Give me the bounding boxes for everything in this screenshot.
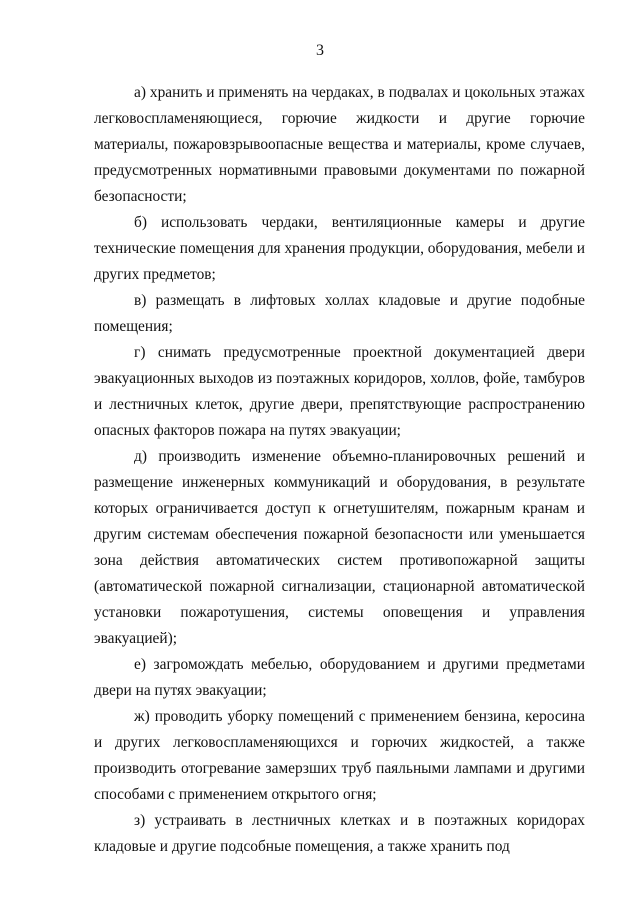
document-body xyxy=(94,80,585,860)
paragraph-v: в) размещать в лифтовых холлах кладовые и другие подобные помещения; xyxy=(94,292,585,335)
paragraph-z: з) устраивать в лестничных клетках и в поэтажных коридорах кладовые и другие подсобные помещения, а также хранить под xyxy=(94,812,585,855)
paragraph-e: е) загромождать мебелью, оборудованием и другими предметами двери на путях эвакуации; xyxy=(94,656,585,699)
paragraph-zh: ж) проводить уборку помещений с применением бензина, керосина и других легковоспламеняющихся и горючих жидкостей, а также производить отогревание замерзших труб паяльными лампами и другими способами с применением открытого огня; xyxy=(94,708,585,803)
paragraph-d: д) производить изменение объемно-планировочных решений и размещение инженерных коммуникаций и оборудования, в результате которых ограничивается доступ к огнетушителям, пожарным кранам и другим системам обеспечения пожарной безопасности или уменьшается зона действия автоматических систем противопожарной защиты (автоматической пожарной сигнализации, стационарной автоматической установки пожаротушения, системы оповещения и управления эвакуацией); xyxy=(94,448,585,647)
paragraph-a: а) хранить и применять на чердаках, в подвалах и цокольных этажах легковоспламеняющиеся, горючие жидкости и другие горючие материалы, пожаровзрывоопасные вещества и материалы, кроме случаев, предусмотренных нормативными правовыми документами по пожарной безопасности; xyxy=(94,84,585,205)
paragraph-b: б) использовать чердаки, вентиляционные камеры и другие технические помещения для хранения продукции, оборудования, мебели и других предметов; xyxy=(94,214,585,283)
paragraph-g: г) снимать предусмотренные проектной документацией двери эвакуационных выходов из поэтажных коридоров, холлов, фойе, тамбуров и лестничных клеток, другие двери, препятствующие распространению опасных факторов пожара на путях эвакуации; xyxy=(94,344,585,439)
page-number: 3 xyxy=(316,42,324,59)
